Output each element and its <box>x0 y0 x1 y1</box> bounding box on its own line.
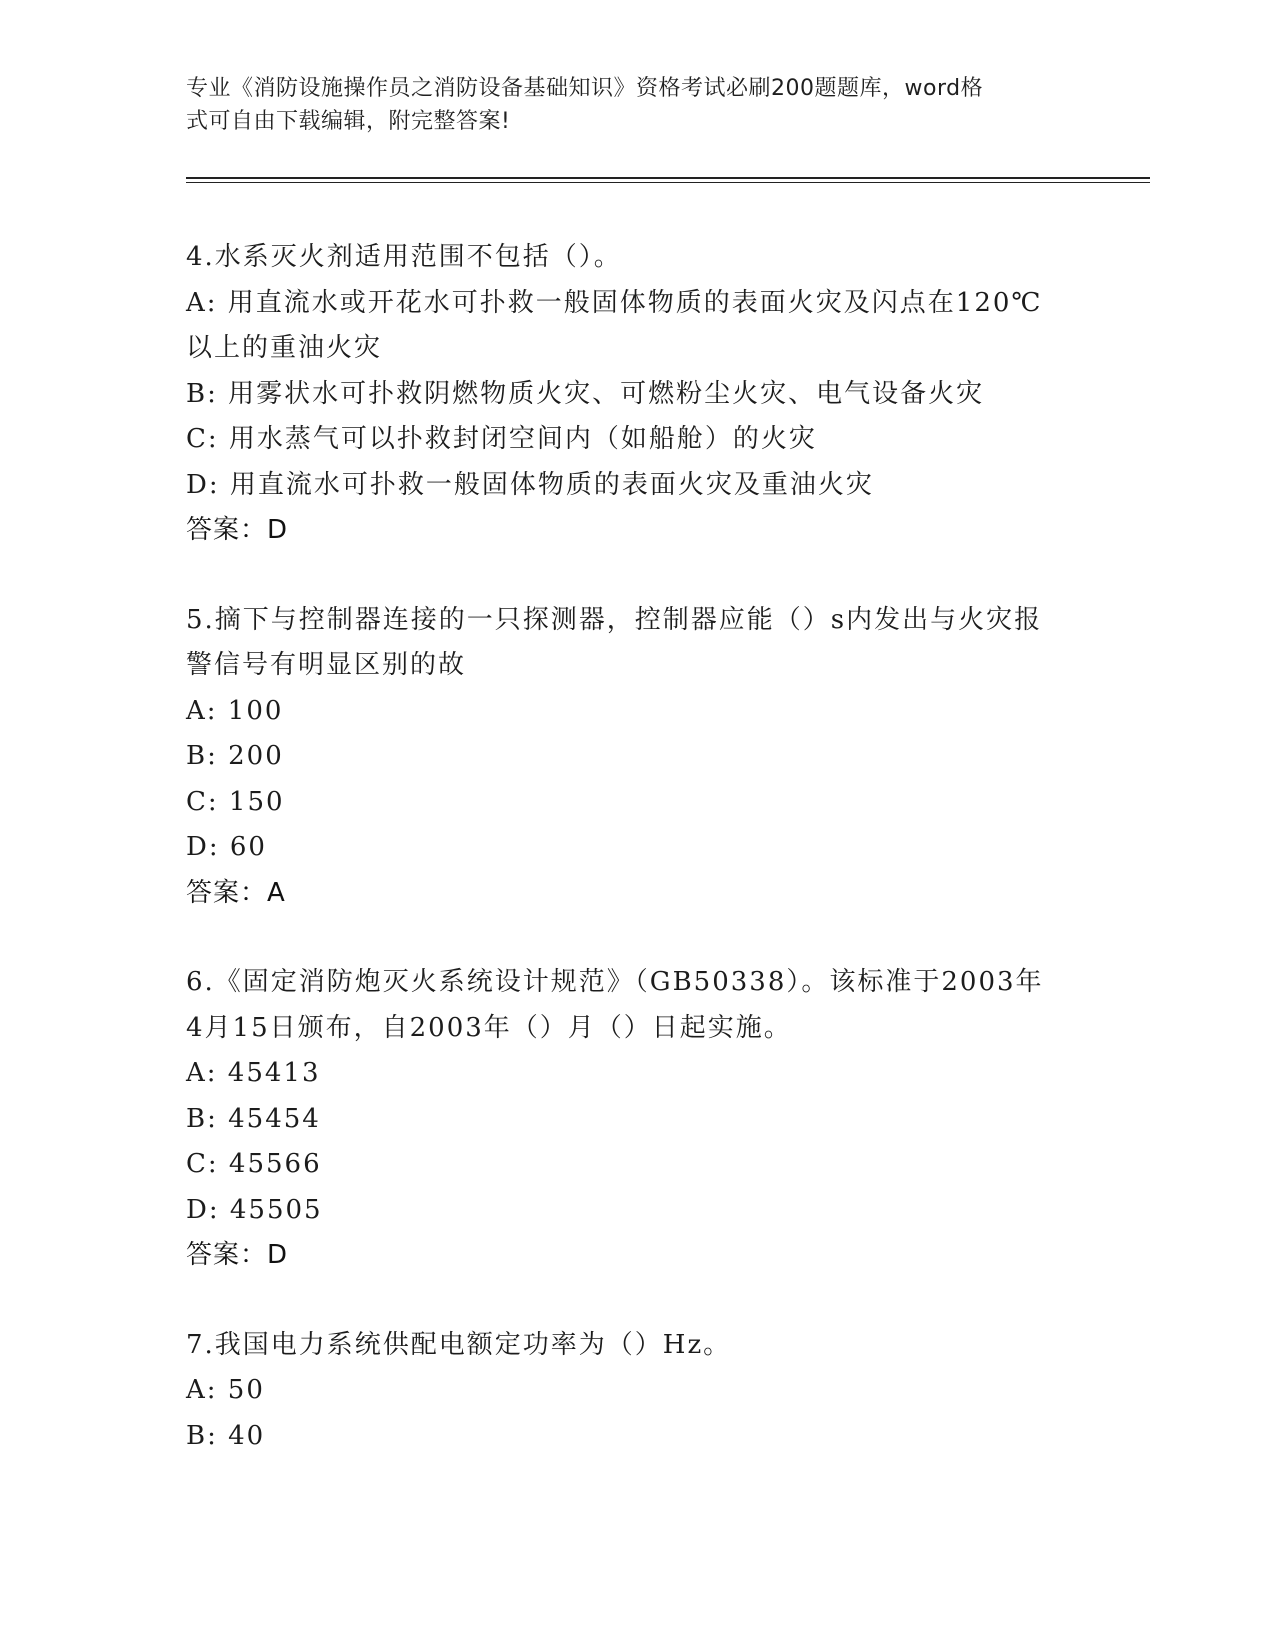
question-stem: 7.我国电力系统供配电额定功率为（）Hz。 <box>186 1329 732 1360</box>
question-block <box>186 960 1086 1279</box>
header-line-1: 专业《消防设施操作员之消防设备基础知识》资格考试必刷200题题库，word格 <box>186 76 984 101</box>
answer-option: C: 用水蒸气可以扑救封闭空间内（如船舱）的火灾 <box>186 424 817 454</box>
header-divider <box>186 177 1150 179</box>
question-stem: 6.《固定消防炮灭火系统设计规范》（GB50338）。该标准于2003年 <box>186 967 1044 997</box>
question-stem: 警信号有明显区别的故 <box>186 650 467 680</box>
answer-option: 以上的重油火灾 <box>186 333 383 363</box>
question-stem: 4月15日颁布，自2003年（）月（）日起实施。 <box>186 1012 792 1043</box>
header-divider-thin <box>186 182 1150 183</box>
answer-option: B: 200 <box>186 741 284 771</box>
answer-key: 答案：D <box>186 515 289 545</box>
answer-option: C: 45566 <box>186 1149 322 1179</box>
document-header <box>186 72 1066 138</box>
question-stem: 5.摘下与控制器连接的一只探测器，控制器应能（）s内发出与火灾报 <box>186 604 1043 635</box>
answer-option: C: 150 <box>186 786 285 817</box>
answer-key: 答案：D <box>186 1240 289 1270</box>
question-block <box>186 1323 1086 1460</box>
answer-option: A: 100 <box>186 695 284 726</box>
question-block <box>186 235 1086 554</box>
header-line-2: 式可自由下载编辑，附完整答案! <box>186 109 511 134</box>
question-block <box>186 598 1086 917</box>
answer-option: A: 45413 <box>186 1058 321 1088</box>
answer-option: A: 50 <box>186 1375 265 1405</box>
answer-option: D: 60 <box>186 832 267 862</box>
answer-option: A: 用直流水或开花水可扑救一般固体物质的表面火灾及闪点在120℃ <box>186 287 1043 318</box>
answer-option: D: 45505 <box>186 1194 323 1225</box>
question-list <box>186 235 1086 1503</box>
answer-key: 答案：A <box>186 877 286 908</box>
answer-option: B: 用雾状水可扑救阴燃物质火灾、可燃粉尘火灾、电气设备火灾 <box>186 378 985 409</box>
answer-option: B: 40 <box>186 1420 266 1451</box>
answer-option: B: 45454 <box>186 1103 321 1134</box>
answer-option: D: 用直流水可扑救一般固体物质的表面火灾及重油火灾 <box>186 469 874 500</box>
question-stem: 4.水系灭火剂适用范围不包括（）。 <box>186 242 622 272</box>
